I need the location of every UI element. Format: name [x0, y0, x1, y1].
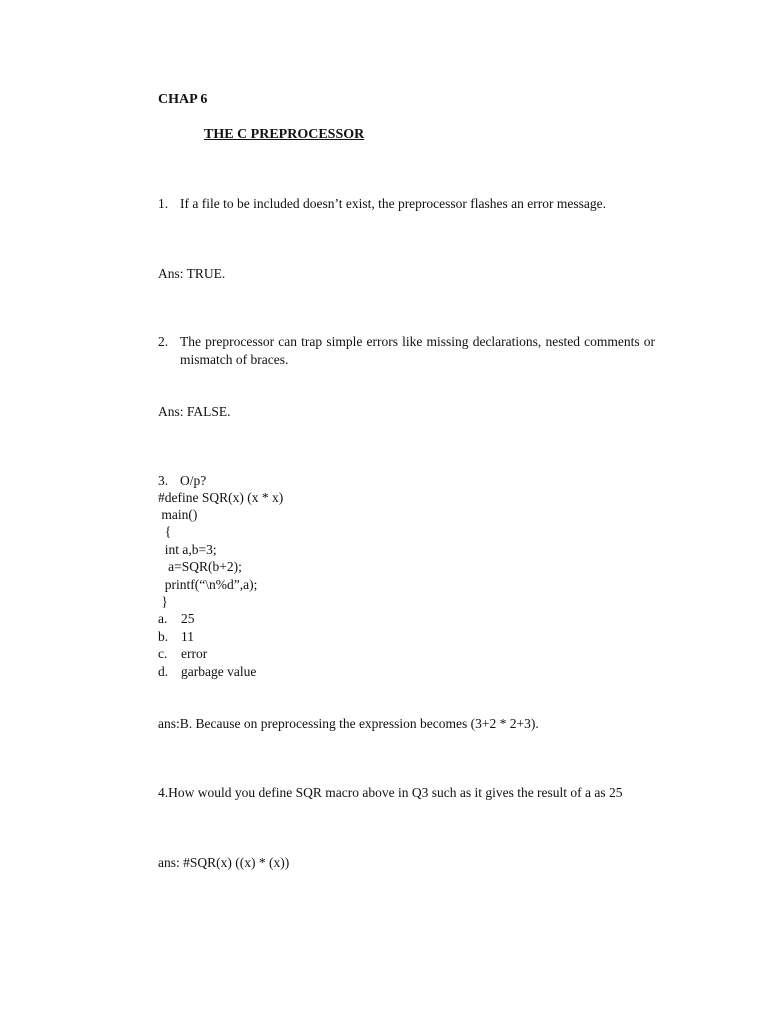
option-text: error [181, 646, 208, 661]
option-c [158, 645, 207, 663]
option-label: b. [158, 629, 169, 644]
code-line: a=SQR(b+2); [158, 559, 242, 574]
option-label: a. [158, 611, 168, 626]
code-line: } [158, 594, 168, 609]
question-text: O/p? [180, 473, 207, 488]
option-d [158, 663, 256, 681]
code-line: main() [158, 507, 198, 522]
answer-4: ans: #SQR(x) ((x) * (x)) [158, 855, 290, 870]
answer-2: Ans: FALSE. [158, 404, 231, 419]
option-label: d. [158, 664, 169, 679]
code-line: #define SQR(x) (x * x) [158, 490, 284, 505]
chapter-title: THE C PREPROCESSOR [204, 127, 365, 142]
question-number: 3. [158, 473, 169, 488]
option-text: 25 [181, 611, 195, 626]
question-3 [158, 472, 655, 490]
option-text: 11 [181, 629, 194, 644]
option-text: garbage value [181, 664, 257, 679]
answer-1: Ans: TRUE. [158, 266, 226, 281]
question-number: 1. [158, 196, 169, 211]
question-4 [158, 784, 655, 802]
option-b [158, 628, 194, 646]
question-1 [158, 195, 655, 213]
code-line: { [158, 524, 172, 539]
question-text: The preprocessor can trap simple errors like missing declarations, nested comments or mismatch of braces. [180, 334, 655, 367]
question-text: If a file to be included doesn’t exist, the preprocessor flashes an error message. [180, 196, 606, 211]
code-line: int a,b=3; [158, 542, 217, 557]
option-a [158, 610, 195, 628]
answer-3: ans:B. Because on preprocessing the expression becomes (3+2 * 2+3). [158, 716, 539, 731]
question-text: 4.How would you define SQR macro above in Q3 such as it gives the result of a as 25 [158, 785, 623, 800]
chapter-heading: CHAP 6 [158, 92, 208, 107]
option-label: c. [158, 646, 168, 661]
question-number: 2. [158, 334, 169, 349]
code-line: printf(“\n%d”,a); [158, 577, 258, 592]
question-2 [158, 333, 655, 368]
